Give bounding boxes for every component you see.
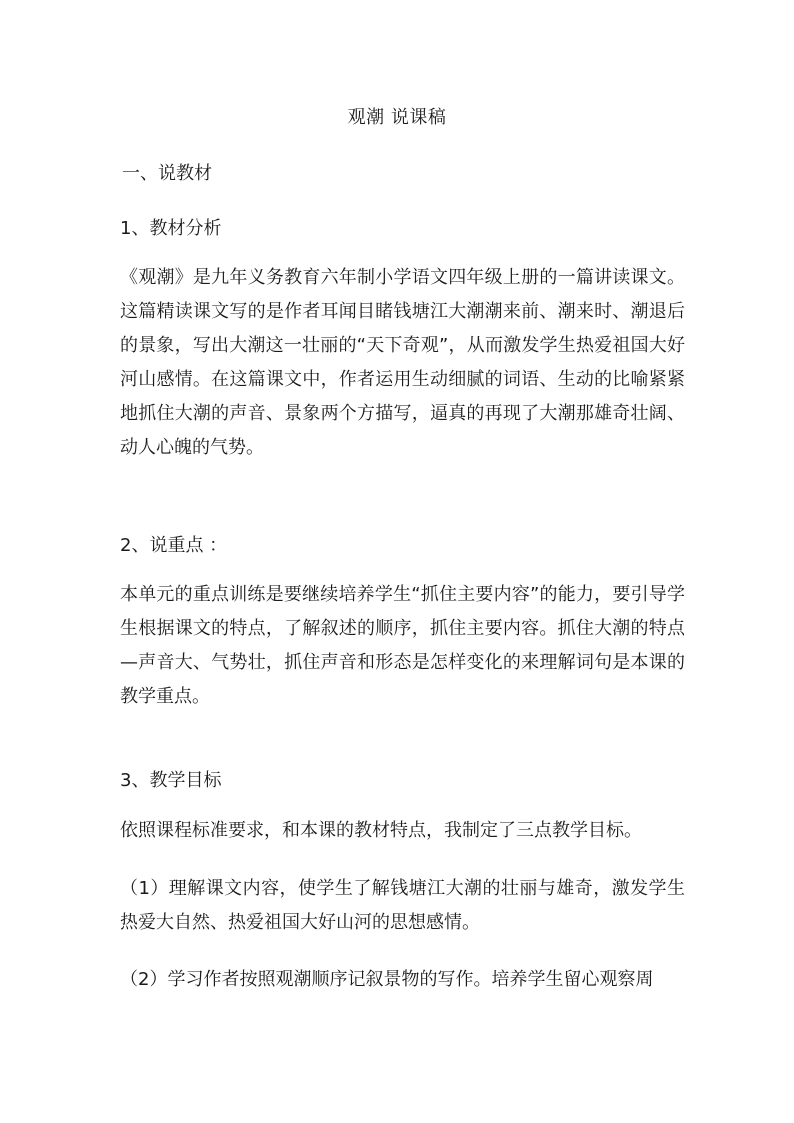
teaching-goal-item: （2）学习作者按照观潮顺序记叙景物的写作。培养学生留心观察周 xyxy=(120,969,654,990)
subheading-teaching-goals: 3、教学目标 xyxy=(120,770,222,791)
document-title: 观潮 说课稿 xyxy=(347,107,447,128)
subheading-textbook-analysis: 1、教材分析 xyxy=(120,218,222,239)
teaching-goal-item: （1）理解课文内容，使学生了解钱塘江大潮的壮丽与雄奇，激发学生热爱大自然、热爱祖国大好山河的思想感情。 xyxy=(120,878,685,933)
subheading-key-points: 2、说重点 ： xyxy=(120,535,228,556)
paragraph-key-points: 本单元的重点训练是要继续培养学生“抓住主要内容”的能力，要引导学生根据课文的特点，了解叙述的顺序，抓住主要内容。抓住大潮的特点—声音大、气势壮，抓住声音和形态是怎样变化的来理解词句是本课的教学重点。 xyxy=(120,584,685,707)
section-heading-textbook: 一、说教材 xyxy=(122,163,212,184)
paragraph-textbook-analysis: 《观潮》是九年义务教育六年制小学语文四年级上册的一篇讲读课文。这篇精读课文写的是作者耳闻目睹钱塘江大潮潮来前、潮来时、潮退后的景象，写出大潮这一壮丽的“天下奇观”，从而激发学生热爱祖国大好河山感情。在这篇课文中，作者运用生动细腻的词语、生动的比喻紧紧地抓住大潮的声音、景象两个方描写，逼真的再现了大潮那雄奇壮阔、动人心魄的气势。 xyxy=(120,267,685,458)
paragraph-teaching-goals-intro: 依照课程标准要求，和本课的教材特点，我制定了三点教学目标。 xyxy=(120,820,642,841)
